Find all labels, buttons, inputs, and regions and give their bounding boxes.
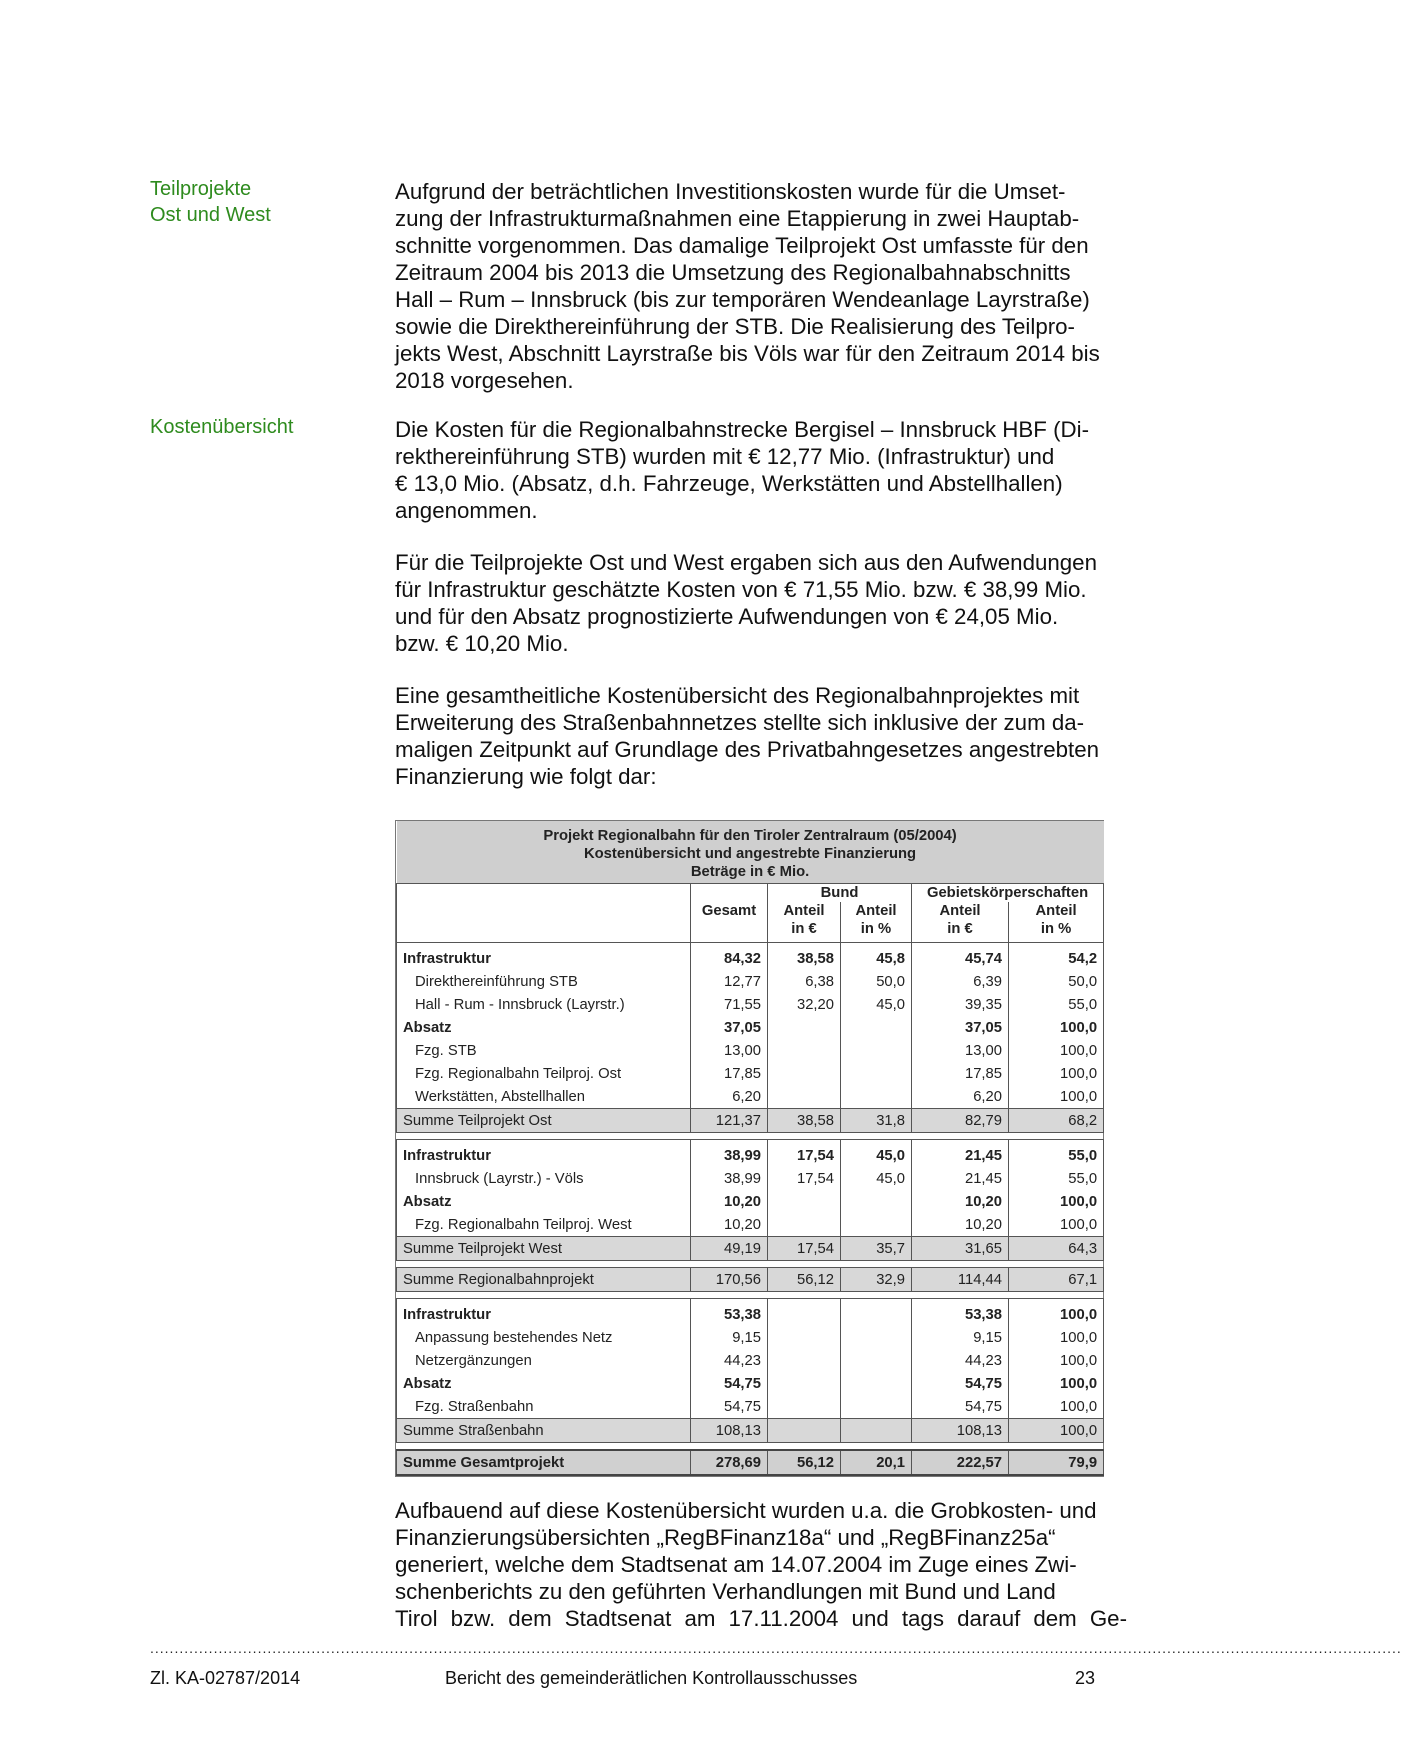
row-label: Fzg. STB [397, 1039, 691, 1062]
row-label: Absatz [397, 1372, 691, 1395]
table-row [397, 1190, 1104, 1213]
cell-gebiet-eur: 54,75 [912, 1395, 1009, 1419]
cell-bund-pct: 45,0 [841, 1167, 912, 1190]
cell-bund-pct [841, 1326, 912, 1349]
cell-gesamt: 278,69 [691, 1450, 768, 1475]
cell-bund-eur [768, 1062, 841, 1085]
table-unit-note: Beträge in € Mio. [397, 863, 1104, 884]
table-row-subtotal [397, 1237, 1104, 1261]
row-label: Fzg. Regionalbahn Teilproj. Ost [397, 1062, 691, 1085]
text-line: zung der Infrastrukturmaßnahmen eine Etappierung in zwei Hauptab- [395, 206, 1080, 231]
paragraph-gesamtuebersicht [395, 682, 1127, 790]
cell-bund-eur: 17,54 [768, 1140, 841, 1168]
cell-bund-eur [768, 1213, 841, 1237]
cell-gebiet-pct: 100,0 [1009, 1349, 1104, 1372]
text-line: 2018 vorgesehen. [395, 368, 574, 393]
cell-bund-eur: 38,58 [768, 1109, 841, 1133]
cell-gebiet-pct: 100,0 [1009, 1419, 1104, 1443]
table-subtitle: Kostenübersicht und angestrebte Finanzierung [397, 845, 1104, 863]
cell-gebiet-eur: 6,39 [912, 970, 1009, 993]
cell-bund-eur: 17,54 [768, 1167, 841, 1190]
text-line: für Infrastruktur geschätzte Kosten von € 71,55 Mio. bzw. € 38,99 Mio. [395, 577, 1087, 602]
cell-gesamt: 10,20 [691, 1190, 768, 1213]
table-row [397, 993, 1104, 1016]
text-line: Finanzierung wie folgt dar: [395, 764, 657, 789]
footer-dotted-rule: ................................................................................................................................................................................................................................................................ [150, 1640, 1402, 1656]
row-label: Hall - Rum - Innsbruck (Layrstr.) [397, 993, 691, 1016]
table-row [397, 1213, 1104, 1237]
cell-bund-eur [768, 1039, 841, 1062]
cell-gesamt: 9,15 [691, 1326, 768, 1349]
cell-bund-pct: 45,8 [841, 943, 912, 971]
cell-bund-pct: 50,0 [841, 970, 912, 993]
cell-gebiet-eur: 9,15 [912, 1326, 1009, 1349]
header-bund: Bund [768, 884, 912, 903]
row-label: Netzergänzungen [397, 1349, 691, 1372]
cell-gesamt: 54,75 [691, 1395, 768, 1419]
cell-bund-pct: 45,0 [841, 993, 912, 1016]
header-cell-empty [397, 902, 691, 920]
cell-gebiet-pct: 55,0 [1009, 1167, 1104, 1190]
cell-gebiet-eur: 39,35 [912, 993, 1009, 1016]
cell-gebiet-eur: 114,44 [912, 1268, 1009, 1292]
cell-gebiet-eur: 44,23 [912, 1349, 1009, 1372]
text-line: bzw. € 10,20 Mio. [395, 631, 569, 656]
cell-gebiet-eur: 222,57 [912, 1450, 1009, 1475]
cell-gesamt: 17,85 [691, 1062, 768, 1085]
header-in-eur: in € [912, 920, 1009, 943]
table-row [397, 1039, 1104, 1062]
text-line: Finanzierungsübersichten „RegBFinanz18a“ und „RegBFinanz25a“ [395, 1525, 1056, 1550]
cell-bund-eur [768, 1419, 841, 1443]
table-spacer [397, 1443, 1104, 1451]
text-line: Hall – Rum – Innsbruck (bis zur temporären Wendeanlage Layrstraße) [395, 287, 1090, 312]
side-label-teilprojekte-line2: Ost und West [150, 204, 271, 226]
footer-reference: Zl. KA-02787/2014 [150, 1668, 301, 1688]
cell-gebiet-eur: 54,75 [912, 1372, 1009, 1395]
cell-bund-eur: 38,58 [768, 943, 841, 971]
cell-bund-pct [841, 1372, 912, 1395]
paragraph-kosten-ost-west [395, 549, 1127, 657]
cell-gebiet-pct: 100,0 [1009, 1326, 1104, 1349]
cell-gebiet-eur: 45,74 [912, 943, 1009, 971]
cell-bund-pct [841, 1085, 912, 1109]
cell-gesamt: 84,32 [691, 943, 768, 971]
table-row [397, 1372, 1104, 1395]
footer-report-title: Bericht des gemeinderätlichen Kontrollausschusses [445, 1668, 858, 1688]
cell-gebiet-pct: 100,0 [1009, 1299, 1104, 1327]
cell-gebiet-pct: 100,0 [1009, 1062, 1104, 1085]
row-label: Fzg. Regionalbahn Teilproj. West [397, 1213, 691, 1237]
cell-gesamt: 49,19 [691, 1237, 768, 1261]
table-row-subtotal [397, 1109, 1104, 1133]
table-spacer [397, 1292, 1104, 1299]
text-line: schnitte vorgenommen. Das damalige Teilprojekt Ost umfasste für den [395, 233, 1089, 258]
header-in-pct: in % [1009, 920, 1104, 943]
cell-gebiet-pct: 100,0 [1009, 1085, 1104, 1109]
cell-gebiet-pct: 64,3 [1009, 1237, 1104, 1261]
cell-bund-pct [841, 1190, 912, 1213]
cell-bund-pct [841, 1419, 912, 1443]
cell-gebiet-pct: 50,0 [1009, 970, 1104, 993]
paragraph-grobkosten [395, 1497, 1127, 1632]
cell-bund-eur [768, 1372, 841, 1395]
side-label-teilprojekte-line1: Teilprojekte [150, 178, 252, 200]
table-row [397, 1395, 1104, 1419]
header-cell-empty [691, 920, 768, 943]
row-label: Direkthereinführung STB [397, 970, 691, 993]
cell-gebiet-pct: 79,9 [1009, 1450, 1104, 1475]
table-row [397, 1326, 1104, 1349]
row-label: Werkstätten, Abstellhallen [397, 1085, 691, 1109]
cell-gesamt: 54,75 [691, 1372, 768, 1395]
table-title: Projekt Regionalbahn für den Tiroler Zentralraum (05/2004) [397, 821, 1104, 845]
cell-gesamt: 37,05 [691, 1016, 768, 1039]
cell-gebiet-eur: 31,65 [912, 1237, 1009, 1261]
cell-bund-pct [841, 1039, 912, 1062]
cost-overview-table [395, 820, 1104, 1477]
cell-gebiet-eur: 21,45 [912, 1167, 1009, 1190]
table-row [397, 1062, 1104, 1085]
cell-bund-eur: 32,20 [768, 993, 841, 1016]
cell-gebiet-eur: 6,20 [912, 1085, 1009, 1109]
text-line: angenommen. [395, 498, 538, 523]
cell-gebiet-eur: 10,20 [912, 1213, 1009, 1237]
side-label-kostenuebersicht: Kostenübersicht [150, 416, 294, 438]
header-gebietskoerperschaften: Gebietskörperschaften [912, 884, 1104, 903]
table-row-subtotal [397, 1419, 1104, 1443]
text-line: und für den Absatz prognostizierte Aufwendungen von € 24,05 Mio. [395, 604, 1059, 629]
row-label: Summe Teilprojekt Ost [397, 1109, 691, 1133]
cell-gesamt: 44,23 [691, 1349, 768, 1372]
cell-gebiet-eur: 21,45 [912, 1140, 1009, 1168]
cell-bund-pct: 31,8 [841, 1109, 912, 1133]
cell-gesamt: 13,00 [691, 1039, 768, 1062]
cell-gebiet-pct: 100,0 [1009, 1016, 1104, 1039]
row-label: Fzg. Straßenbahn [397, 1395, 691, 1419]
text-line: Tirol bzw. dem Stadtsenat am 17.11.2004 und tags darauf dem Ge- [395, 1606, 1127, 1631]
table-row [397, 943, 1104, 971]
cell-bund-eur [768, 1349, 841, 1372]
text-line: Aufgrund der beträchtlichen Investitionskosten wurde für die Umset- [395, 179, 1066, 204]
cell-bund-eur: 17,54 [768, 1237, 841, 1261]
table-row-subtotal [397, 1268, 1104, 1292]
table-spacer [397, 1133, 1104, 1140]
row-label: Summe Straßenbahn [397, 1419, 691, 1443]
row-label: Summe Gesamtprojekt [397, 1450, 691, 1475]
row-label: Summe Teilprojekt West [397, 1237, 691, 1261]
row-label: Infrastruktur [397, 1299, 691, 1327]
text-line: schenberichts zu den geführten Verhandlungen mit Bund und Land [395, 1579, 1056, 1604]
cell-gebiet-eur: 17,85 [912, 1062, 1009, 1085]
row-label: Infrastruktur [397, 1140, 691, 1168]
cell-gebiet-pct: 100,0 [1009, 1372, 1104, 1395]
cell-bund-pct [841, 1349, 912, 1372]
cell-bund-pct [841, 1395, 912, 1419]
table-row [397, 1167, 1104, 1190]
cell-bund-pct [841, 1062, 912, 1085]
header-anteil: Anteil [1009, 902, 1104, 920]
cell-bund-pct: 35,7 [841, 1237, 912, 1261]
paragraph-teilprojekte [395, 178, 1127, 394]
cell-bund-eur [768, 1016, 841, 1039]
cell-gebiet-eur: 13,00 [912, 1039, 1009, 1062]
table-row [397, 1085, 1104, 1109]
header-gesamt: Gesamt [691, 902, 768, 920]
cell-gesamt: 170,56 [691, 1268, 768, 1292]
table-row [397, 1016, 1104, 1039]
header-cell-empty [397, 920, 691, 943]
row-label: Infrastruktur [397, 943, 691, 971]
cell-bund-pct: 32,9 [841, 1268, 912, 1292]
table-spacer [397, 1261, 1104, 1268]
header-cell-empty [691, 884, 768, 903]
text-line: Zeitraum 2004 bis 2013 die Umsetzung des Regionalbahnabschnitts [395, 260, 1071, 285]
header-cell-empty [397, 884, 691, 903]
cell-bund-pct [841, 1299, 912, 1327]
text-line: jekts West, Abschnitt Layrstraße bis Völs war für den Zeitraum 2014 bis [395, 341, 1100, 366]
cell-bund-eur: 56,12 [768, 1268, 841, 1292]
cell-gesamt: 10,20 [691, 1213, 768, 1237]
text-line: Eine gesamtheitliche Kostenübersicht des Regionalbahnprojektes mit [395, 683, 1080, 708]
cell-gebiet-pct: 54,2 [1009, 943, 1104, 971]
cell-gesamt: 121,37 [691, 1109, 768, 1133]
cell-gebiet-eur: 108,13 [912, 1419, 1009, 1443]
cell-bund-eur [768, 1299, 841, 1327]
cell-bund-pct [841, 1213, 912, 1237]
cell-gesamt: 6,20 [691, 1085, 768, 1109]
cell-gesamt: 38,99 [691, 1140, 768, 1168]
text-line: maligen Zeitpunkt auf Grundlage des Privatbahngesetzes angestrebten [395, 737, 1100, 762]
cell-gebiet-pct: 67,1 [1009, 1268, 1104, 1292]
cell-gebiet-pct: 100,0 [1009, 1190, 1104, 1213]
header-anteil: Anteil [768, 902, 841, 920]
header-in-eur: in € [768, 920, 841, 943]
text-line: Erweiterung des Straßenbahnnetzes stellte sich inklusive der zum da- [395, 710, 1085, 735]
table-row [397, 970, 1104, 993]
cell-bund-pct [841, 1016, 912, 1039]
text-line: € 13,0 Mio. (Absatz, d.h. Fahrzeuge, Werkstätten und Abstellhallen) [395, 471, 1063, 496]
cell-gebiet-pct: 55,0 [1009, 1140, 1104, 1168]
cell-gebiet-eur: 82,79 [912, 1109, 1009, 1133]
cell-gebiet-eur: 10,20 [912, 1190, 1009, 1213]
cell-gesamt: 53,38 [691, 1299, 768, 1327]
text-line: Für die Teilprojekte Ost und West ergaben sich aus den Aufwendungen [395, 550, 1097, 575]
cell-bund-eur: 6,38 [768, 970, 841, 993]
cell-bund-pct: 45,0 [841, 1140, 912, 1168]
text-line: generiert, welche dem Stadtsenat am 14.07.2004 im Zuge eines Zwi- [395, 1552, 1077, 1577]
cell-gebiet-eur: 37,05 [912, 1016, 1009, 1039]
cell-gesamt: 12,77 [691, 970, 768, 993]
row-label: Anpassung bestehendes Netz [397, 1326, 691, 1349]
cell-gebiet-pct: 100,0 [1009, 1395, 1104, 1419]
table-row [397, 1349, 1104, 1372]
text-line: rekthereinführung STB) wurden mit € 12,77 Mio. (Infrastruktur) und [395, 444, 1055, 469]
footer-page-number: 23 [1075, 1668, 1096, 1688]
header-in-pct: in % [841, 920, 912, 943]
cell-bund-eur [768, 1085, 841, 1109]
cell-gesamt: 108,13 [691, 1419, 768, 1443]
cell-bund-eur: 56,12 [768, 1450, 841, 1475]
text-line: sowie die Direkthereinführung der STB. Die Realisierung des Teilpro- [395, 314, 1075, 339]
row-label: Absatz [397, 1016, 691, 1039]
cell-bund-pct: 20,1 [841, 1450, 912, 1475]
cell-gesamt: 38,99 [691, 1167, 768, 1190]
table-row-grand-total [397, 1450, 1104, 1475]
side-label-teilprojekte [150, 176, 350, 228]
row-label: Innsbruck (Layrstr.) - Völs [397, 1167, 691, 1190]
cell-gebiet-pct: 55,0 [1009, 993, 1104, 1016]
row-label: Summe Regionalbahnprojekt [397, 1268, 691, 1292]
header-anteil: Anteil [841, 902, 912, 920]
row-label: Absatz [397, 1190, 691, 1213]
table-row [397, 1299, 1104, 1327]
paragraph-kosten-bergisel [395, 416, 1127, 524]
cell-bund-eur [768, 1395, 841, 1419]
cell-gesamt: 71,55 [691, 993, 768, 1016]
cell-bund-eur [768, 1190, 841, 1213]
cell-gebiet-eur: 53,38 [912, 1299, 1009, 1327]
cell-gebiet-pct: 100,0 [1009, 1039, 1104, 1062]
text-line: Aufbauend auf diese Kostenübersicht wurden u.a. die Grobkosten- und [395, 1498, 1097, 1523]
header-anteil: Anteil [912, 902, 1009, 920]
cell-bund-eur [768, 1326, 841, 1349]
cell-gebiet-pct: 68,2 [1009, 1109, 1104, 1133]
table-row [397, 1140, 1104, 1168]
cell-gebiet-pct: 100,0 [1009, 1213, 1104, 1237]
text-line: Die Kosten für die Regionalbahnstrecke Bergisel – Innsbruck HBF (Di- [395, 417, 1090, 442]
